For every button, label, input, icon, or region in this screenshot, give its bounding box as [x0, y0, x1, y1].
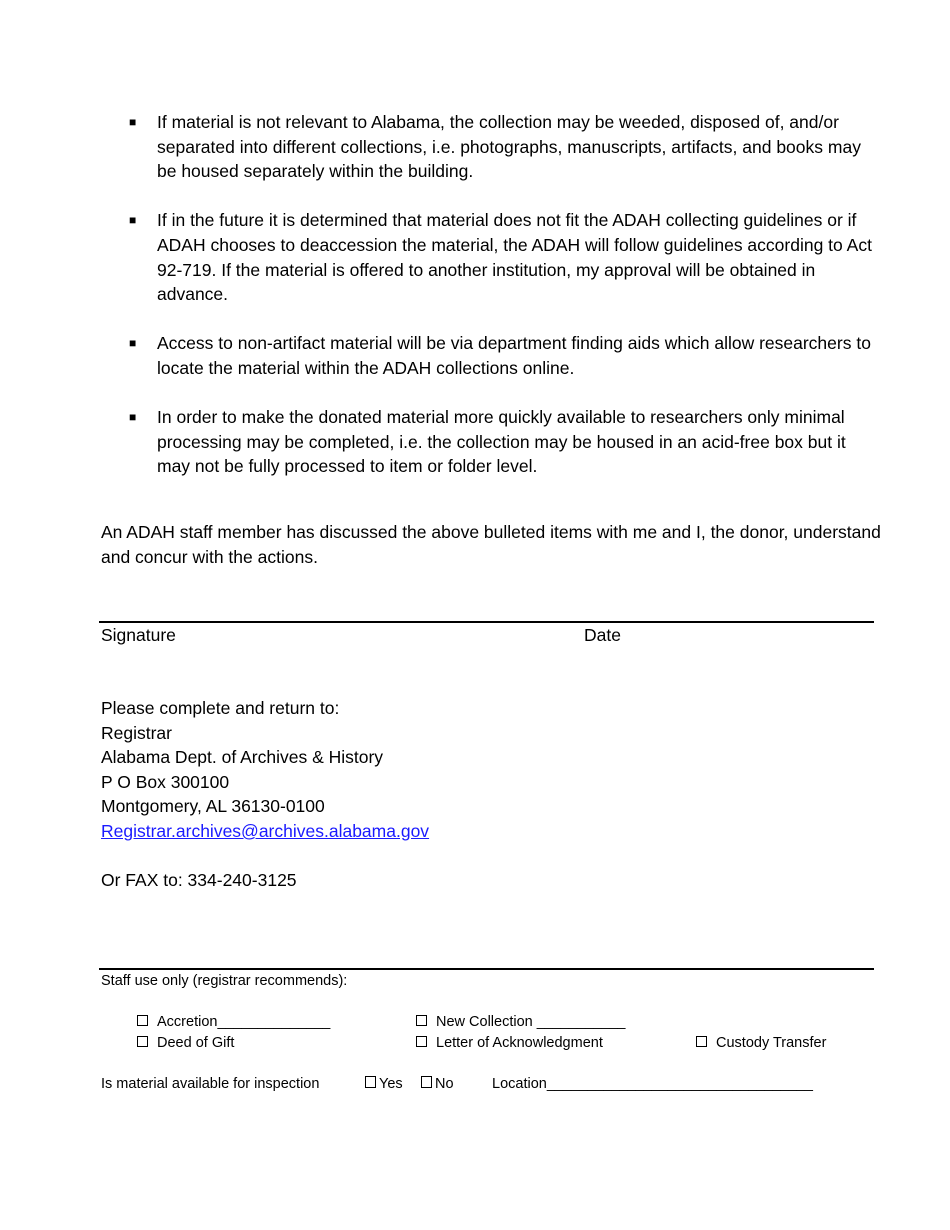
date-label: Date [584, 625, 621, 645]
po-box-line: P O Box 300100 [101, 771, 230, 792]
bullet-item [101, 110, 881, 184]
fax-line: Or FAX to: 334-240-3125 [101, 870, 297, 891]
checkbox-icon[interactable] [696, 1036, 707, 1047]
checkbox-icon[interactable] [137, 1036, 148, 1047]
bullet-text: If material is not relevant to Alabama, the collection may be weeded, disposed of, and/or separated into different collections, i.e. photographs, manuscripts, artifacts, and books may be housed separately within the building. [157, 112, 861, 182]
letter-label: Letter of Acknowledgment [436, 1035, 603, 1051]
bullet-item [101, 208, 881, 306]
signature-line[interactable] [99, 621, 874, 623]
custody-label: Custody Transfer [716, 1035, 827, 1051]
location-field[interactable]: Location_________________________________ [492, 1076, 813, 1092]
no-option[interactable] [421, 1074, 454, 1094]
yes-option[interactable] [365, 1074, 403, 1094]
agreement-text: An ADAH staff member has discussed the above bulleted items with me and I, the donor, understand and concur with the actions. [101, 522, 881, 567]
square-bullet-icon: ■ [129, 410, 137, 425]
checkbox-icon[interactable] [421, 1076, 432, 1088]
square-bullet-icon: ■ [129, 336, 137, 351]
new-collection-label: New Collection ___________ [436, 1014, 626, 1030]
deed-of-gift-option[interactable] [137, 1033, 234, 1053]
checkbox-icon[interactable] [416, 1015, 427, 1026]
inspection-question: Is material available for inspection [101, 1076, 320, 1092]
custody-option[interactable] [696, 1033, 826, 1053]
bullet-item [101, 405, 881, 479]
email-link[interactable]: Registrar.archives@archives.alabama.gov [101, 820, 430, 841]
accretion-option[interactable] [137, 1012, 330, 1032]
yes-label: Yes [379, 1076, 403, 1092]
letter-option[interactable] [416, 1033, 603, 1053]
return-address [101, 696, 429, 893]
return-heading: Please complete and return to: [101, 698, 340, 718]
new-collection-option[interactable] [416, 1012, 625, 1032]
accretion-label: Accretion______________ [157, 1014, 331, 1030]
bullet-text: If in the future it is determined that material does not fit the ADAH collecting guidelines or if ADAH chooses to deaccession the material, the ADAH will follow guidelines according to Act 92-719. If the material is offered to another institution, my approval will be obtained in advance. [157, 210, 872, 305]
signature-label: Signature [101, 625, 176, 645]
no-label: No [435, 1076, 454, 1092]
registrar-line: Registrar [101, 722, 172, 743]
org-line: Alabama Dept. of Archives & History [101, 747, 384, 768]
bullet-list [101, 110, 881, 504]
deed-of-gift-label: Deed of Gift [157, 1035, 235, 1051]
bullet-text: In order to make the donated material more quickly available to researchers only minimal processing may be completed, i.e. the collection may be housed in an acid-free box but it may not be fully processed to item or folder level. [157, 407, 846, 477]
staff-heading: Staff use only (registrar recommends): [101, 973, 348, 989]
bullet-item [101, 331, 881, 380]
checkbox-icon[interactable] [416, 1036, 427, 1047]
square-bullet-icon: ■ [129, 115, 137, 129]
bullet-text: Access to non-artifact material will be via department finding aids which allow researchers to locate the material within the ADAH collections online. [157, 333, 871, 378]
city-line: Montgomery, AL 36130-0100 [101, 796, 325, 817]
checkbox-icon[interactable] [137, 1015, 148, 1026]
staff-divider [99, 968, 874, 970]
checkbox-icon[interactable] [365, 1076, 376, 1088]
square-bullet-icon: ■ [129, 213, 137, 228]
